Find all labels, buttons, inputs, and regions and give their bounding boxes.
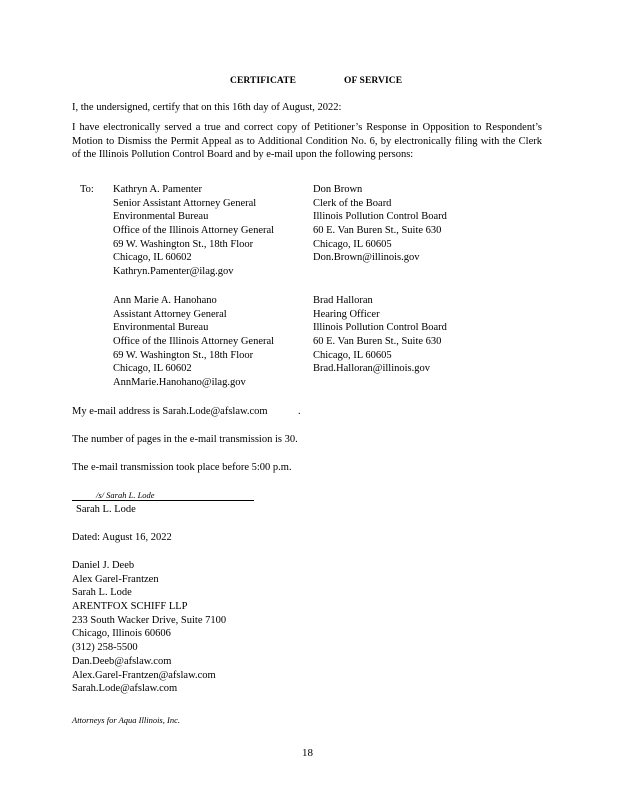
recipient-title: Hearing Officer (313, 308, 380, 320)
electronic-signature: /s/ Sarah L. Lode (96, 490, 155, 500)
counsel-phone: (312) 258-5500 (72, 642, 138, 654)
counsel-street: 233 South Wacker Drive, Suite 7100 (72, 614, 227, 626)
email-address-line: My e-mail address is Sarah.Lode@afslaw.com (72, 406, 268, 417)
recipient-name: Brad Halloran (313, 295, 373, 306)
recipient-office: Office of the Illinois Attorney General (113, 336, 275, 348)
recipient-name: Kathryn A. Pamenter (113, 184, 202, 195)
title-certificate: CERTIFICATE (230, 76, 297, 86)
recipient-title: Clerk of the Board (313, 197, 392, 209)
recipient-name: Ann Marie A. Hanohano (113, 295, 217, 306)
certification-intro: I, the undersigned, certify that on this 16th day of August, 2022: (72, 102, 342, 113)
signer-name: Sarah L. Lode (76, 504, 136, 515)
counsel-block (72, 559, 226, 696)
recipient-city: Chicago, IL 60605 (313, 238, 392, 250)
counsel-email: Dan.Deeb@afslaw.com (72, 655, 172, 667)
recipient-city: Chicago, IL 60605 (313, 349, 392, 361)
dated-line: Dated: August 16, 2022 (72, 532, 172, 543)
counsel-email: Sarah.Lode@afslaw.com (72, 683, 178, 695)
recipient-name: Don Brown (313, 184, 363, 195)
counsel-city: Chicago, Illinois 60606 (72, 628, 171, 640)
recipient-email: Brad.Halloran@illinois.gov (313, 363, 430, 375)
recipient-email: AnnMarie.Hanohano@ilag.gov (113, 377, 246, 389)
recipient-brad-halloran (313, 294, 447, 376)
recipient-city: Chicago, IL 60602 (113, 252, 192, 264)
recipient-ann-marie-hanohano (113, 294, 274, 390)
recipient-office: Illinois Pollution Control Board (313, 322, 447, 334)
service-paragraph: I have electronically served a true and correct copy of Petitioner’s Response in Opposition to Respondent’s Motion to Dismiss the Permit Appeal as to Additional Condition No. 6, by electronically filing with the Clerk of the Illinois Pollution Control Board and by e-mail upon the following persons: (72, 122, 542, 161)
title-of-service: OF SERVICE (344, 76, 403, 86)
document-title (230, 75, 402, 89)
recipient-email: Kathryn.Pamenter@ilag.gov (113, 266, 234, 278)
recipient-street: 60 E. Van Buren St., Suite 630 (313, 225, 442, 237)
recipient-kathryn-pamenter (113, 183, 274, 279)
counsel-email: Alex.Garel-Frantzen@afslaw.com (72, 669, 216, 681)
counsel-line: Sarah L. Lode (72, 587, 132, 599)
recipient-office: Office of the Illinois Attorney General (113, 225, 275, 237)
attorneys-for-line: Attorneys for Aqua Illinois, Inc. (72, 715, 180, 725)
signature-line (72, 500, 254, 501)
email-line-period: . (298, 406, 301, 417)
recipient-street: 60 E. Van Buren St., Suite 630 (313, 336, 442, 348)
recipient-don-brown (313, 183, 447, 265)
page-number: 18 (302, 747, 313, 759)
recipient-email: Don.Brown@illinois.gov (313, 252, 420, 264)
recipient-street: 69 W. Washington St., 18th Floor (113, 349, 254, 361)
transmission-time-line: The e-mail transmission took place before 5:00 p.m. (72, 462, 292, 473)
recipient-office: Illinois Pollution Control Board (313, 211, 447, 223)
recipient-city: Chicago, IL 60602 (113, 363, 192, 375)
recipient-title: Senior Assistant Attorney General (113, 197, 257, 209)
counsel-line: Daniel J. Deeb (72, 560, 135, 571)
to-label: To: (80, 184, 94, 195)
recipient-title: Assistant Attorney General (113, 308, 227, 320)
recipient-division: Environmental Bureau (113, 211, 209, 223)
recipient-street: 69 W. Washington St., 18th Floor (113, 238, 254, 250)
counsel-firm: ARENTFOX SCHIFF LLP (72, 601, 188, 613)
recipient-division: Environmental Bureau (113, 322, 209, 334)
pages-count-line: The number of pages in the e-mail transmission is 30. (72, 434, 298, 445)
counsel-line: Alex Garel-Frantzen (72, 573, 159, 585)
